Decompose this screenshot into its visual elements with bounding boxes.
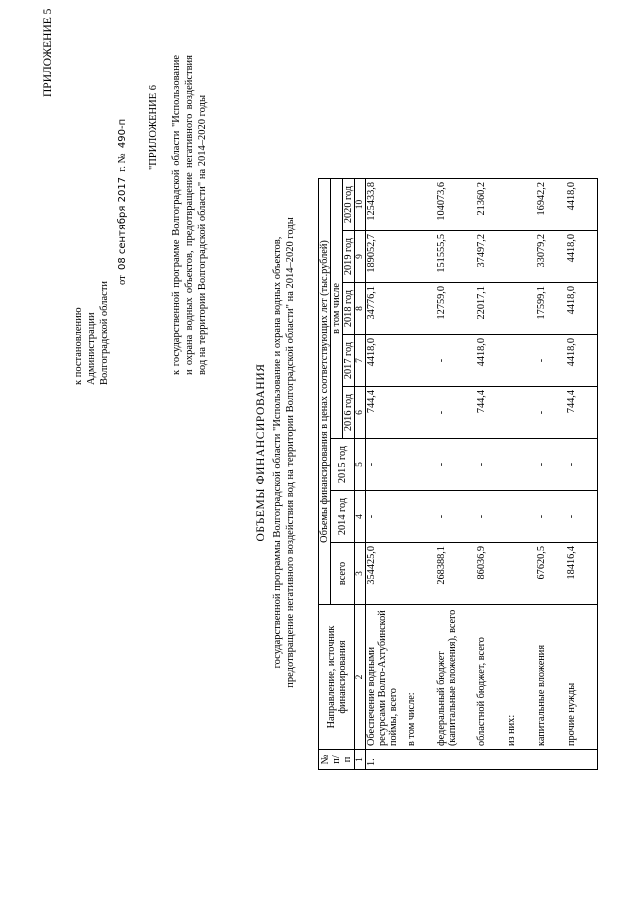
row-year-value (506, 491, 536, 543)
col-year-header: 2016 год (343, 387, 355, 439)
col-total-header: всего (331, 543, 355, 605)
row-year-value: - (436, 387, 476, 439)
row-total-value: 67620,5 (536, 543, 566, 605)
row-year-value: - (476, 491, 506, 543)
row-number (406, 750, 436, 770)
col-year-header: 2019 год (343, 231, 355, 283)
row-year-value: 4418,0 (566, 179, 598, 231)
row-direction: из них: (506, 605, 536, 750)
date-value: 08 сентября 2017 (117, 176, 128, 271)
col-year-header: 2015 год (331, 439, 355, 491)
table-row (506, 179, 536, 770)
row-number (566, 750, 598, 770)
row-year-value: 151555,5 (436, 231, 476, 283)
financing-table (318, 178, 598, 770)
col-year-header: 2018 год (343, 283, 355, 335)
row-year-value: 4418,0 (566, 283, 598, 335)
col-year-header: 2014 год (331, 491, 355, 543)
col-index: 5 (355, 439, 366, 491)
row-number: 1. (366, 750, 406, 770)
row-year-value (506, 387, 536, 439)
row-year-value (406, 283, 436, 335)
row-year-value (506, 231, 536, 283)
row-year-value: 744,4 (566, 387, 598, 439)
row-year-value (506, 179, 536, 231)
table-row (476, 179, 506, 770)
row-year-value: - (536, 439, 566, 491)
row-year-value: - (476, 439, 506, 491)
row-year-value: 17599,1 (536, 283, 566, 335)
row-direction: прочие нужды (566, 605, 598, 750)
page-title: ОБЪЕМЫ ФИНАНСИРОВАНИЯ (255, 363, 267, 542)
resolution-line: Волгоградской области (99, 280, 110, 385)
row-year-value: - (436, 439, 476, 491)
row-year-value: 104073,6 (436, 179, 476, 231)
row-direction: областной бюджет, всего (476, 605, 506, 750)
row-total-value: 86036,9 (476, 543, 506, 605)
table-row (406, 179, 436, 770)
table-row (366, 179, 406, 770)
row-year-value: 34776,1 (366, 283, 406, 335)
row-total-value: 18416,4 (566, 543, 598, 605)
row-year-value: - (536, 335, 566, 387)
col-including-header: в том числе (331, 179, 343, 439)
row-year-value: - (366, 439, 406, 491)
resolution-reference (72, 281, 111, 385)
table-body (366, 179, 598, 770)
row-year-value (406, 439, 436, 491)
date-prefix: от (117, 275, 128, 285)
row-number (436, 750, 476, 770)
row-year-value (406, 179, 436, 231)
row-number (536, 750, 566, 770)
row-direction: федеральный бюджет (капитальные вложения), всего (436, 605, 476, 750)
col-index: 9 (355, 231, 366, 283)
row-year-value: - (436, 491, 476, 543)
row-year-value: - (436, 335, 476, 387)
row-year-value: 12759,0 (436, 283, 476, 335)
col-index: 7 (355, 335, 366, 387)
row-year-value (406, 387, 436, 439)
col-index: 8 (355, 283, 366, 335)
row-year-value (506, 439, 536, 491)
col-index: 10 (355, 179, 366, 231)
row-year-value: 22017,1 (476, 283, 506, 335)
col-volumes-header: Объемы финансирования в ценах соответствующих лет (тыс.рублей) (319, 179, 331, 605)
appendix-label: ПРИЛОЖЕНИЕ 5 (42, 8, 54, 97)
row-year-value: 16942,2 (536, 179, 566, 231)
table-row (536, 179, 566, 770)
row-year-value: 4418,0 (366, 335, 406, 387)
col-direction-header: Направление, источник финансирования (319, 605, 355, 750)
row-year-value: 37497,2 (476, 231, 506, 283)
row-year-value (506, 283, 536, 335)
row-year-value: 4418,0 (566, 231, 598, 283)
row-year-value: 4418,0 (566, 335, 598, 387)
row-year-value (406, 231, 436, 283)
page-subtitle (272, 200, 297, 705)
previous-appendix-label: "ПРИЛОЖЕНИЕ 6 (148, 84, 159, 170)
row-year-value: 21360,2 (476, 179, 506, 231)
resolution-date (116, 119, 129, 285)
row-total-value (406, 543, 436, 605)
row-direction: капитальные вложения (536, 605, 566, 750)
row-number (506, 750, 536, 770)
subtitle-line: предотвращение негативного воздействия вод на территории Волгоградской области" на 2014–2020 годы (284, 217, 296, 688)
table-row (566, 179, 598, 770)
row-year-value (406, 335, 436, 387)
col-index: 3 (355, 543, 366, 605)
col-index: 4 (355, 491, 366, 543)
row-year-value: 744,4 (476, 387, 506, 439)
col-index: 6 (355, 387, 366, 439)
row-total-value (506, 543, 536, 605)
program-reference: к государственной программе Волгоградской области "Использование и охрана водных объектов, предотвращение негативного воздействия вод на территории Волгоградской области" на 2014–2020 годы (171, 55, 208, 375)
row-year-value: 189052,7 (366, 231, 406, 283)
col-index: 2 (355, 605, 366, 750)
row-year-value: - (566, 439, 598, 491)
date-number-label: г. № (117, 153, 128, 172)
col-number-header: № п/п (319, 750, 355, 770)
subtitle-line: государственной программы Волгоградской области "Использование и охрана водных объектов, (272, 236, 283, 669)
row-year-value: 33079,2 (536, 231, 566, 283)
row-year-value: 125433,8 (366, 179, 406, 231)
row-year-value (506, 335, 536, 387)
resolution-line: к постановлению (73, 307, 84, 385)
row-year-value: - (366, 491, 406, 543)
row-number (476, 750, 506, 770)
resolution-line: Администрации (86, 312, 97, 385)
row-total-value: 268388,1 (436, 543, 476, 605)
row-year-value (406, 491, 436, 543)
row-total-value: 354425,0 (366, 543, 406, 605)
row-year-value: 4418,0 (476, 335, 506, 387)
table-row (436, 179, 476, 770)
row-year-value: - (536, 491, 566, 543)
col-year-header: 2020 год (343, 179, 355, 231)
resolution-number: 490-п (117, 118, 128, 149)
row-year-value: 744,4 (366, 387, 406, 439)
col-year-header: 2017 год (343, 335, 355, 387)
row-year-value: - (566, 491, 598, 543)
col-index: 1 (355, 750, 366, 770)
row-year-value: - (536, 387, 566, 439)
row-direction: в том числе: (406, 605, 436, 750)
row-direction: Обеспечение водными ресурсами Волго-Ахтубинской поймы, всего (366, 605, 406, 750)
